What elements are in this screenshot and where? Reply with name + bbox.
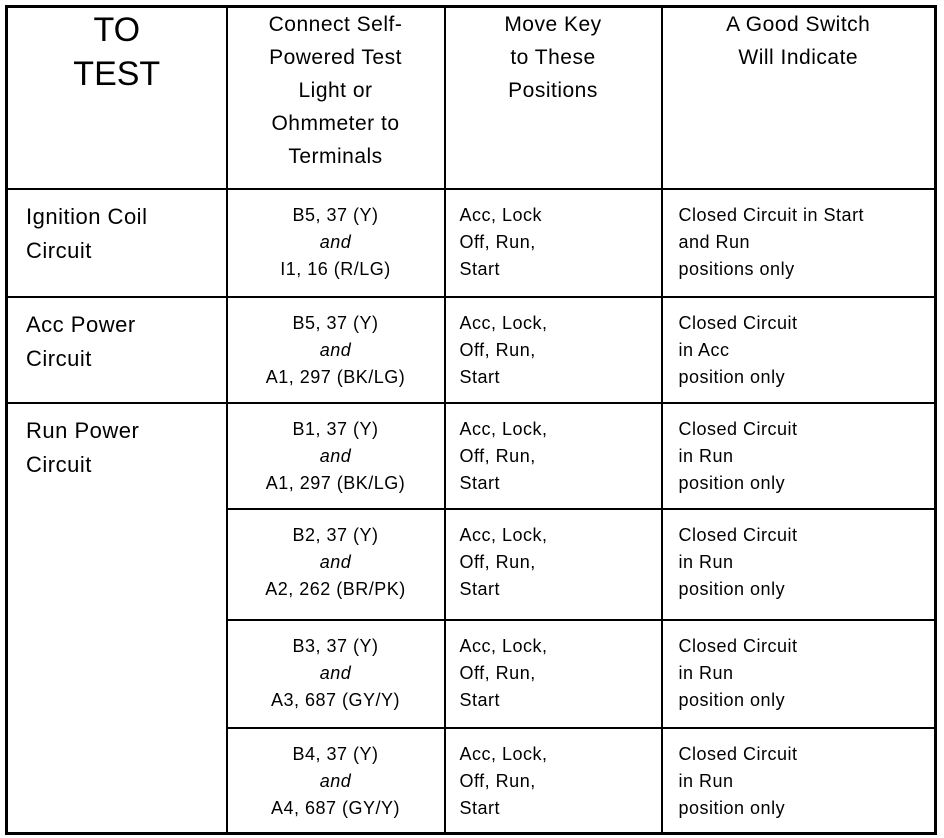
indicates-line: position only (678, 797, 786, 818)
positions-line: Acc, Lock, (459, 312, 548, 333)
positions-line: Off, Run, (459, 339, 536, 360)
indicates-line: Closed Circuit (678, 524, 798, 545)
terminal-a: B5, 37 (Y) (292, 204, 379, 225)
indicates-line: in Run (678, 662, 734, 683)
and-label: and (319, 551, 352, 572)
positions-line: Start (459, 258, 501, 279)
positions-line: Acc, Lock, (459, 524, 548, 545)
terminal-b: I1, 16 (R/LG) (280, 258, 391, 279)
test-name-cell (7, 403, 227, 834)
test-name-cell (7, 189, 227, 297)
positions-line: Acc, Lock, (459, 418, 548, 439)
positions-line: Start (459, 689, 501, 710)
terminals-cell (227, 403, 445, 509)
indicates-line: position only (678, 689, 786, 710)
test-name-line: Ignition Coil (26, 203, 148, 229)
positions-line: Acc, Lock, (459, 635, 548, 656)
and-label: and (319, 662, 352, 683)
header-good-switch-line: Will Indicate (738, 46, 859, 69)
terminal-b: A1, 297 (BK/LG) (265, 472, 406, 493)
indicates-line: in Acc (678, 339, 730, 360)
header-connect-line: Powered Test (269, 46, 402, 69)
indicates-line: position only (678, 472, 786, 493)
terminal-b: A4, 687 (GY/Y) (270, 797, 401, 818)
terminals-cell (227, 620, 445, 728)
table-row (7, 297, 936, 403)
test-name-line: Circuit (26, 451, 92, 477)
indicates-cell (662, 297, 936, 403)
test-name-line: Circuit (26, 237, 92, 263)
positions-line: Start (459, 366, 501, 387)
terminal-b: A3, 687 (GY/Y) (270, 689, 401, 710)
indicates-line: and Run (678, 231, 751, 252)
indicates-line: Closed Circuit (678, 743, 798, 764)
indicates-line: Closed Circuit (678, 418, 798, 439)
positions-line: Start (459, 472, 501, 493)
header-to-test (7, 7, 227, 189)
positions-line: Acc, Lock, (459, 743, 548, 764)
positions-cell (445, 620, 662, 728)
terminal-b: A2, 262 (BR/PK) (265, 578, 406, 599)
indicates-line: position only (678, 366, 786, 387)
header-good-switch (662, 7, 936, 189)
terminal-a: B4, 37 (Y) (292, 743, 379, 764)
terminal-a: B1, 37 (Y) (292, 418, 379, 439)
positions-line: Off, Run, (459, 231, 536, 252)
indicates-line: Closed Circuit (678, 312, 798, 333)
terminals-cell (227, 189, 445, 297)
header-connect-line: Connect Self- (268, 13, 403, 36)
test-name-line: Acc Power (26, 311, 136, 337)
positions-cell (445, 297, 662, 403)
header-connect-line: Ohmmeter to (271, 112, 400, 135)
header-connect (227, 7, 445, 189)
positions-cell (445, 728, 662, 834)
and-label: and (319, 231, 352, 252)
header-connect-line: Light or (298, 79, 373, 102)
indicates-cell (662, 728, 936, 834)
table-row (7, 403, 936, 509)
indicates-line: position only (678, 578, 786, 599)
header-move-key-line: Move Key (504, 13, 602, 36)
header-row (7, 7, 936, 189)
header-to-test-line: TEST (73, 55, 161, 93)
and-label: and (319, 445, 352, 466)
positions-line: Start (459, 578, 501, 599)
test-name-line: Run Power (26, 417, 140, 443)
positions-cell (445, 189, 662, 297)
indicates-line: Closed Circuit in Start (678, 204, 865, 225)
indicates-line: in Run (678, 770, 734, 791)
indicates-cell (662, 403, 936, 509)
indicates-line: in Run (678, 445, 734, 466)
positions-line: Off, Run, (459, 662, 536, 683)
indicates-cell (662, 189, 936, 297)
test-table (5, 5, 937, 835)
header-move-key-line: Positions (508, 79, 598, 102)
positions-line: Off, Run, (459, 445, 536, 466)
terminals-cell (227, 728, 445, 834)
indicates-line: positions only (678, 258, 795, 279)
test-name-cell (7, 297, 227, 403)
positions-cell (445, 403, 662, 509)
terminal-a: B2, 37 (Y) (292, 524, 379, 545)
header-move-key (445, 7, 662, 189)
positions-cell (445, 509, 662, 620)
indicates-cell (662, 620, 936, 728)
header-to-test-line: TO (93, 11, 141, 49)
terminal-b: A1, 297 (BK/LG) (265, 366, 406, 387)
indicates-cell (662, 509, 936, 620)
and-label: and (319, 770, 352, 791)
and-label: and (319, 339, 352, 360)
header-move-key-line: to These (510, 46, 596, 69)
test-name-line: Circuit (26, 345, 92, 371)
positions-line: Off, Run, (459, 770, 536, 791)
terminal-a: B5, 37 (Y) (292, 312, 379, 333)
header-good-switch-line: A Good Switch (726, 13, 871, 36)
terminals-cell (227, 297, 445, 403)
header-connect-line: Terminals (288, 145, 383, 168)
positions-line: Start (459, 797, 501, 818)
indicates-line: Closed Circuit (678, 635, 798, 656)
terminals-cell (227, 509, 445, 620)
terminal-a: B3, 37 (Y) (292, 635, 379, 656)
positions-line: Acc, Lock (459, 204, 543, 225)
positions-line: Off, Run, (459, 551, 536, 572)
indicates-line: in Run (678, 551, 734, 572)
table-row (7, 189, 936, 297)
